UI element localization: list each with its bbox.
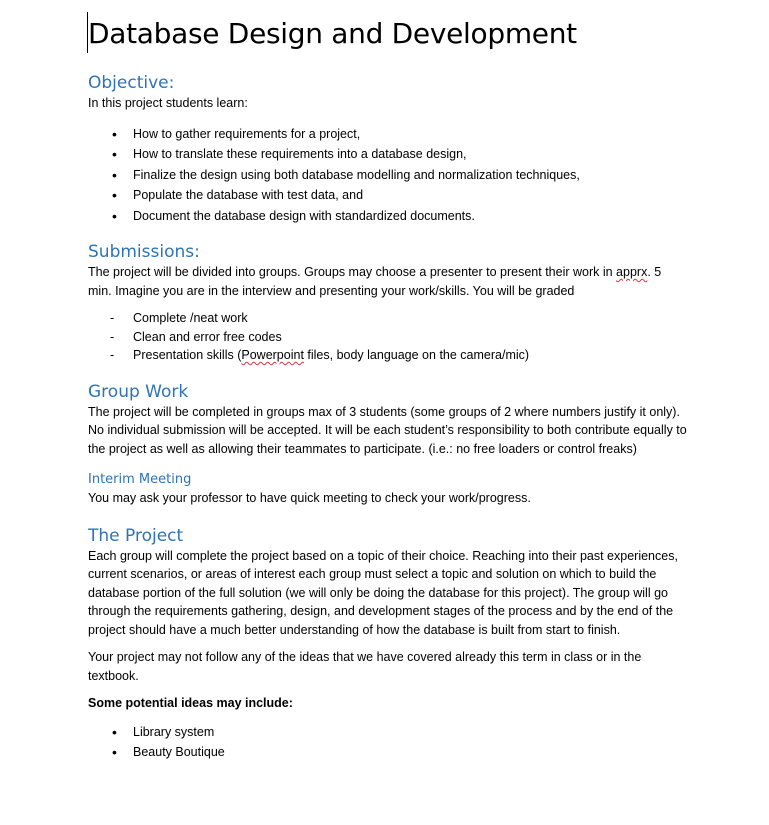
list-item: • Library system (88, 722, 688, 743)
project-text-2: Your project may not follow any of the ideas that we have covered already this term in class or in the textbook. (88, 650, 642, 683)
list-item: • Populate the database with test data, and (88, 185, 688, 206)
list-item: • How to gather requirements for a project, (88, 124, 688, 145)
document-page (88, 12, 688, 763)
list-item: - Clean and error free codes (88, 328, 688, 347)
submissions-text: The project will be divided into groups. Groups may choose a presenter to present their work in apprx. 5 min. Imagine you are in the interview and presenting your work/skills. You will be graded (88, 265, 662, 298)
ideas-list (88, 722, 688, 763)
objective-list (88, 124, 688, 227)
document-title: Database Design and Development (88, 17, 577, 50)
interim-meeting-heading: Interim Meeting (88, 472, 192, 487)
spelling-flag[interactable]: Powerpoint (241, 348, 304, 362)
list-item: • Beauty Boutique (88, 742, 688, 763)
list-item: • How to translate these requirements into a database design, (88, 144, 688, 165)
spelling-flag[interactable]: apprx (616, 265, 648, 279)
group-work-text: The project will be completed in groups max of 3 students (some groups of 2 where numbers justify it only). No individual submission will be accepted. It will be each student’s responsibility to both contribute equally to the project as well as allowing their teammates to participate. (i.e.: no free loaders or control freaks) (88, 404, 687, 456)
list-item: - Presentation skills (Powerpoint files, body language on the camera/mic) (88, 346, 688, 365)
submissions-list (88, 309, 688, 365)
project-heading: The Project (88, 525, 184, 546)
group-work-heading: Group Work (88, 381, 189, 402)
list-item: • Document the database design with standardized documents. (88, 206, 688, 227)
list-item: - Complete /neat work (88, 309, 688, 328)
project-text-1: Each group will complete the project based on a topic of their choice. Reaching into their past experiences, current scenarios, or areas of interest each group must select a topic and solution on which to build the database portion of the full solution (we will only be doing the database for this project). The group will go through the requirements gathering, design, and development stages of the process and by the end of the project should have a much better understanding of how the database is built from start to finish. (88, 548, 678, 637)
list-item: • Finalize the design using both database modelling and normalization techniques, (88, 165, 688, 186)
submissions-heading: Submissions: (88, 242, 200, 262)
objective-heading: Objective: (88, 73, 175, 93)
objective-intro: In this project students learn: (88, 96, 248, 110)
interim-meeting-text: You may ask your professor to have quick meeting to check your work/progress. (88, 491, 531, 505)
ideas-label: Some potential ideas may include: (88, 696, 293, 710)
